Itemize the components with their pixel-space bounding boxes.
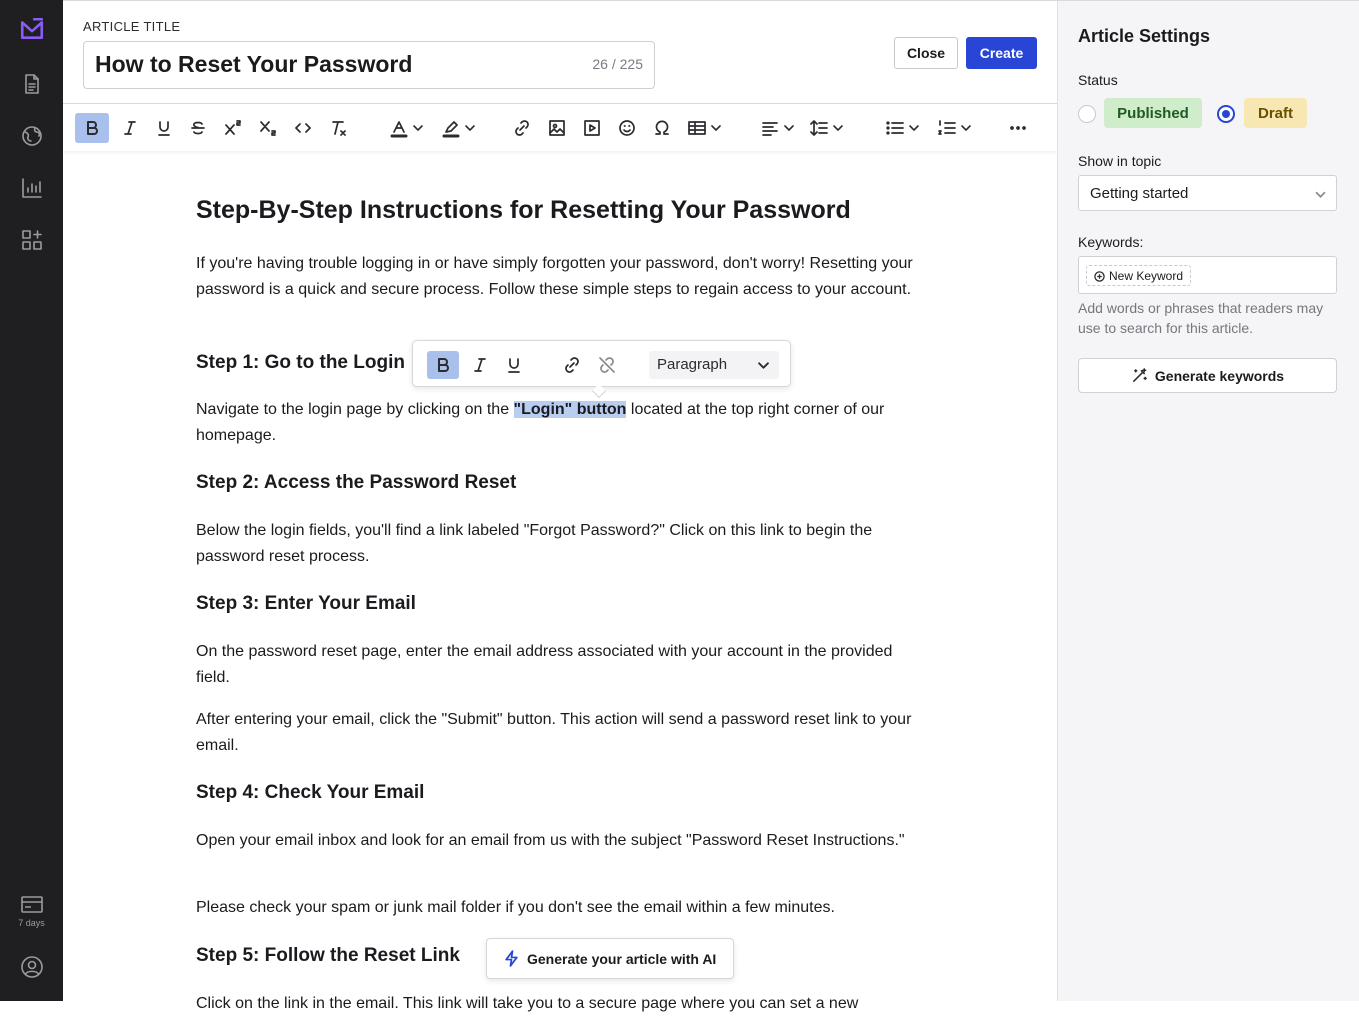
bullet-list-button[interactable]	[879, 113, 925, 143]
chevron-down-icon	[1315, 189, 1326, 200]
step5-heading: Step 5: Follow the Reset Link	[196, 945, 460, 966]
step2-heading: Step 2: Access the Password Reset	[196, 472, 517, 493]
underline-button[interactable]	[149, 113, 179, 143]
logo-icon[interactable]	[0, 9, 63, 49]
numbered-list-button[interactable]	[931, 113, 977, 143]
keywords-field[interactable]	[1078, 256, 1337, 294]
step3-paragraph-2: After entering your email, click the "Submit" button. This action will send a password reset link to your email.	[196, 711, 912, 754]
close-button[interactable]: Close	[894, 37, 958, 69]
new-keyword-label: New Keyword	[1109, 269, 1184, 283]
billing-item[interactable]	[0, 894, 63, 934]
published-badge[interactable]: Published	[1104, 98, 1202, 128]
generate-with-ai-button[interactable]	[486, 938, 734, 979]
step1-paragraph	[196, 397, 926, 448]
step3-heading: Step 3: Enter Your Email	[196, 593, 416, 614]
toolbar-pointer	[592, 384, 606, 398]
bold-button[interactable]	[75, 113, 109, 143]
step3-paragraph-1: On the password reset page, enter the email address associated with your account in the provided field.	[196, 643, 893, 686]
text-color-button[interactable]	[383, 113, 429, 143]
articles-icon[interactable]	[0, 64, 63, 104]
intro-paragraph: If you're having trouble logging in or have simply forgotten your password, don't worry! Resetting your password is a quick and secure process. Follow these simple steps to regain access to your account.	[196, 255, 913, 298]
line-height-button[interactable]	[805, 113, 847, 143]
article-title-field[interactable]	[83, 41, 655, 89]
generate-keywords-button[interactable]	[1078, 358, 1337, 393]
table-button[interactable]	[683, 113, 725, 143]
keywords-label: Keywords:	[1078, 234, 1144, 250]
highlight-color-button[interactable]	[435, 113, 481, 143]
topic-value: Getting started	[1090, 185, 1189, 202]
superscript-button[interactable]	[218, 113, 248, 143]
code-button[interactable]	[288, 113, 318, 143]
inline-italic-button[interactable]	[465, 351, 495, 379]
more-options-icon[interactable]	[1003, 113, 1033, 143]
step1-heading: Step 1: Go to the Login	[196, 352, 405, 373]
subscript-button[interactable]	[253, 113, 283, 143]
billing-label: 7 days	[18, 918, 45, 928]
inline-bold-button[interactable]	[427, 351, 459, 379]
editor-toolbar	[63, 103, 1057, 151]
generate-with-ai-label: Generate your article with AI	[527, 950, 717, 967]
inline-underline-button[interactable]	[499, 351, 529, 379]
article-heading: Step-By-Step Instructions for Resetting Your Password	[196, 196, 851, 224]
new-keyword-button[interactable]	[1086, 265, 1191, 286]
globe-icon[interactable]	[0, 116, 63, 156]
user-avatar-icon[interactable]	[0, 947, 63, 987]
topic-label: Show in topic	[1078, 153, 1162, 169]
step4-paragraph-2: Please check your spam or junk mail folder if you don't see the email within a few minutes.	[196, 899, 835, 916]
selected-text[interactable]: "Login" button	[513, 401, 627, 418]
article-title-input[interactable]	[95, 51, 565, 78]
step4-heading: Step 4: Check Your Email	[196, 782, 425, 803]
inline-format-toolbar	[412, 340, 791, 387]
published-radio[interactable]	[1078, 105, 1096, 123]
clear-format-button[interactable]	[323, 113, 353, 143]
strikethrough-button[interactable]	[183, 113, 213, 143]
left-nav	[0, 0, 63, 1001]
editor-area	[63, 0, 1057, 1012]
special-character-button[interactable]	[647, 113, 677, 143]
analytics-icon[interactable]	[0, 168, 63, 208]
image-button[interactable]	[542, 113, 572, 143]
create-button[interactable]: Create	[966, 37, 1037, 69]
draft-badge[interactable]: Draft	[1244, 98, 1307, 128]
align-button[interactable]	[757, 113, 797, 143]
italic-button[interactable]	[115, 113, 145, 143]
draft-radio[interactable]	[1217, 105, 1235, 123]
topic-select[interactable]	[1078, 175, 1337, 211]
magic-wand-icon	[1131, 367, 1148, 384]
title-char-count: 26 / 225	[592, 56, 643, 72]
generate-keywords-label: Generate keywords	[1154, 367, 1285, 384]
plus-circle-icon	[1094, 271, 1105, 282]
lightning-icon	[503, 950, 520, 967]
step5-paragraph: Click on the link in the email. This link will take you to a secure page where you can set a new	[196, 995, 859, 1012]
credit-card-icon	[20, 894, 44, 916]
link-button[interactable]	[507, 113, 537, 143]
status-label: Status	[1078, 72, 1118, 88]
block-type-value: Paragraph	[657, 356, 728, 373]
inline-link-button[interactable]	[557, 351, 587, 379]
article-settings-panel	[1057, 0, 1359, 1001]
inline-unlink-button[interactable]	[592, 351, 622, 379]
step1-text-start: Navigate to the login page by clicking on the	[196, 401, 514, 418]
step2-paragraph: Below the login fields, you'll find a link labeled "Forgot Password?" Click on this link to begin the password reset process.	[196, 522, 873, 565]
settings-title: Article Settings	[1078, 26, 1211, 46]
apps-icon[interactable]	[0, 220, 63, 260]
article-title-label: ARTICLE TITLE	[83, 19, 181, 34]
video-button[interactable]	[577, 113, 607, 143]
keywords-help-text: Add words or phrases that readers may use to search for this article.	[1078, 300, 1324, 336]
step4-paragraph-1: Open your email inbox and look for an email from us with the subject "Password Reset Instructions."	[196, 832, 905, 849]
emoji-button[interactable]	[612, 113, 642, 143]
step1-text-end: located at the top right corner of our homepage.	[196, 401, 885, 444]
block-type-select[interactable]	[649, 351, 779, 379]
chevron-down-icon	[758, 360, 769, 371]
